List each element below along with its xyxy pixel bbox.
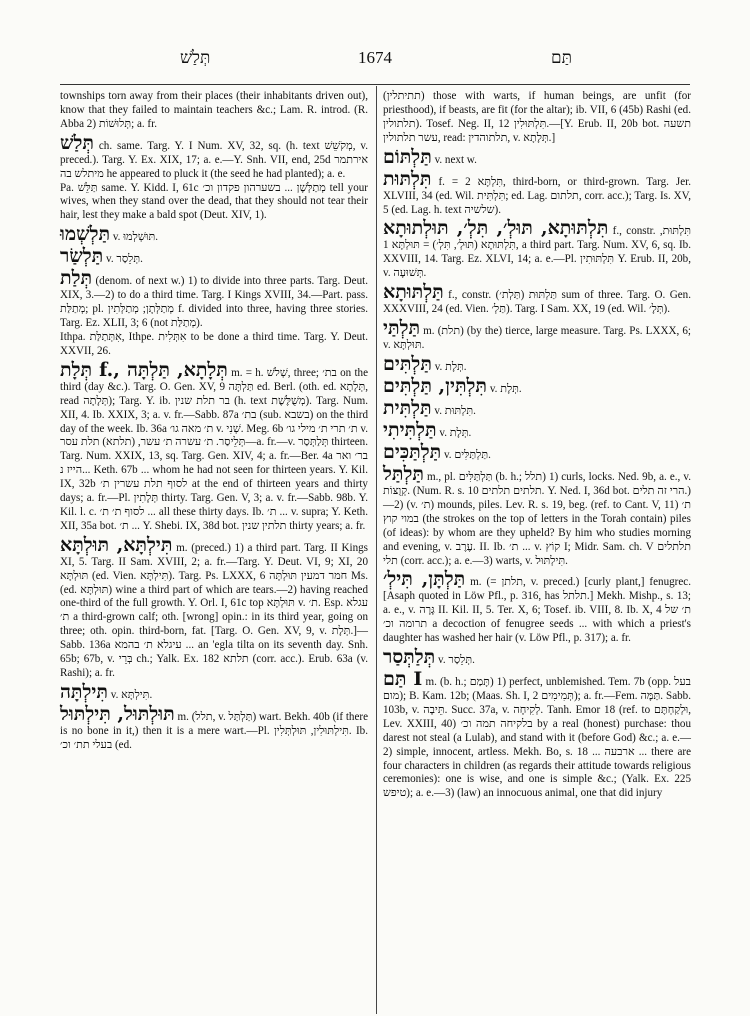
entry: תַּלְתּוּתָא f., constr. תַּלְתּוּת (תַּלְת׳) sum of three. Targ. O. Gen. XXXVIII, 24 (ed. Vien. תַּלְ׳). Targ. I Sam. XX, 19 (ed. Wil. תְּלָ׳).	[383, 281, 691, 316]
headword: תִּילְתָּא, תּוּלְתָּא	[60, 533, 173, 556]
entry: תְּלַת (denom. of next w.) 1) to divide into three parts. Targ. Deut. XIX, 3.—2) to do a third time. Targ. I Kings XVIII, 34.—Part. pass. מְתַלַּת; pl. מְתַלְּתָן; מְתַלְּתִין f. divided into three, having three stories. Targ. Ez. XLII, 3; 6 (not מְתַלַּת).	[60, 267, 369, 330]
entry: תַּלְתִּית v. תִּלְתּוּת.	[383, 396, 476, 419]
headword: תַּלְתּוֹם	[383, 145, 432, 168]
headword: תְּלָת f., תְּלָתָא, תַּלְתָּה	[60, 358, 228, 381]
entry-subsense: Pa. תַּלֵּשׁ same. Y. Kidd. I, 61c מְתַלְּשָׁן ... בשערהון פקדון וכ׳ tell your wives, when they stand over the dead, that they should not tear their hair, lest they make a bald spot (Deut. XIV, 1).	[60, 181, 368, 222]
entry: תַּלְשַׂר v. תְּלֵסַר.	[60, 245, 143, 268]
entry-continuation: (תתיתלין) those with warts, if human beings, are unfit (for priesthood), if beasts, are fit (for the altar); ib. VII, 6 (45b) Rashi (ed. תלתולין). Tosef. Neg. II, 12 תִּלְתּוּלִין.—[Y. Erub. II, 20b bot. תשעה עשר תלתולין, read: תלתוהדין, v. תְּלָתָא.]	[383, 90, 691, 144]
headword: תּוּלְתּוּל, תִּילְתּוּל	[60, 702, 175, 725]
headword: תִּלְתִּין, תַּלְתִּים	[383, 374, 488, 397]
headword: תְּלַתְּסַר	[383, 646, 436, 669]
headword: תַּם I	[383, 668, 423, 691]
entry: תַּלְתַּכִּים v. תַּלְתַּלִּים.	[383, 440, 491, 463]
column-divider	[376, 86, 377, 1014]
entry: תַּלְתַּל m., pl. תַּלְתַּלִּים (b. h.; תלל) 1) curls, locks. Ned. 9b, a. e., v. קְוֻצּוֹת. (Num. R. s. 10 תלתים תלתים. Y. Ned. I, 36d bot. הרי זה תלים.)—2) (v. ת׳) mounds, piles. Lev. R. s. 19, beg. (ref. to Cant. V, 11) ת׳ במוי קוץ (the strokes on the top of letters in the Torah contain) piles (of ideas): by whom are they upheld? By him who studies morning and evening, v. עֶרֶב. II. Ib. ת׳ ... v. קוֹץ I; Midr. Sam. ch. V תלתלים תלי (corr. acc.); a. e.—3) warts, v. תִּילְתּוּל.	[383, 462, 692, 567]
headword: תַּלְתַּל	[383, 462, 424, 485]
entry: תִּילְתָּא, תּוּלְתָּא m. (preced.) 1) a third part. Targ. II Kings XI, 5. Targ. II Sam. XVIII, 2; a. fr.—Targ. Y. Deut. VI, 9; XI, 20 תּוּלְתָּא (ed. Vien. תִּילְתָּא). Targ. Ps. LXXX, 6 חמר דמעין תּוּלְתָּה Ms. (ed. תּוּלְתָּא) wine a third part of which are tears.—2) having reached one-third of the full growth. Y. Orl. I, 61c top תּוּלְתָּא v. ת׳. Esp. עגלא ת׳ a third-grown calf; oth. [wrong] opin.: in its third year, going on three; oth. opin. third-born, fat. [Targ. O. Gen. XV, 9, v. תְּלָת.]—Sabb. 136a עיגלא ת׳ בהמא ... an 'egla tilta on its seventh day. Snh. 65b; 67b, v. בְּרֵי ch.; Yalk. Ex. 182 תלתא (corr. acc.). Erub. 63a (v. Rashi); a. fr.	[60, 533, 369, 679]
entry: תַּלְתַּי m. (תלת) (by the) tierce, large measure. Targ. Ps. LXXX, 6; v. תּוּלְתָּא.	[383, 317, 692, 352]
headword: תַּלְשְׁמוּ	[60, 223, 111, 246]
headword: תַּלְתִּים	[383, 352, 432, 375]
headword: תְּלַשׁ	[60, 131, 94, 154]
entry: תְּלַתְּסַר v. תְּלֵסַר.	[383, 646, 475, 669]
entry: תַּלְתִּים v. תְּלָת.	[383, 352, 467, 375]
entry: תִּלְתּוּתָא, תּוּלְ׳, תִּלְ׳, תּוּלְתוּתָא f., constr. תִּלְתּוּת, תִּלְתּוּתָא (תּוּלְ׳, תִּלְ׳) = תּוּלְתָּא 1, a third part. Targ. Num. XV, 6, sq. Ib. XXVIII, 14. Targ. Ez. XLVI, 14; a. e.—Pl. תִּלְתּוּתִין Y. Erub. II, 20b, v. תְּשׁוּעָה.	[383, 217, 692, 280]
headword: תְּלַת	[60, 267, 93, 290]
entry: תַּם I m. (b. h.; תָּמַם) 1) perfect, unblemished. Tem. 7b (opp. בעל מום); B. Kam. 12b; (Maas. Sh. I, 2 תְּמִימִים); a. fr.—Fem. תַּמָּה. Sabb. 103b, v. תֵּיבָה. Succ. 37a, v. לְקִיחָה. Tanh. Emor 18 (ref. to וּלְקַחְתֶּם, Lev. XXIII, 40) בלקיחה תמה וכ׳ by a real (honest) purchase: thou darest not steal (a Lulab), and stand with it (before God) &c.; a. e.—2) simple, innocent, artless. Mekh. Bo, s. 18 ... ארבעה ... there are four characters in children (as regards their attitude towards religious ceremonies): one is wise, and one is simple &c.; (Yalk. Ex. 225 טיפש); a. e.—3) (law) an innocuous animal, one that did injury	[383, 668, 692, 800]
right-column	[383, 90, 691, 801]
entry: תִּילְתָּה v. תִּילְתָּא.	[60, 680, 153, 703]
entry: תִּלְתִּין, תַּלְתִּים v. תְּלָת.	[383, 374, 522, 397]
entry: תּוּלְתּוּל, תִּילְתּוּל m. (תלל, v. תַּלְתַּל) wart. Bekh. 40b (if there is no bone in it,) then it is a mere wart.—Pl. תִּילְתּוּלִין, תּוּלְתְּלִין. Ib. בעלי תת׳ וכ׳ (ed.	[60, 702, 369, 751]
entry-subsense: Ithpa. אִתְּתַלַּת, Ithpe. אִתְּלִית to be done a third time. Targ. Y. Deut. XXVII, 26.	[60, 330, 369, 357]
header-rule	[60, 84, 690, 85]
headword: תִּילְתָּה	[60, 680, 108, 703]
headword: תַּלְתִּית	[383, 396, 432, 419]
entry: תַּלְתָּן, תִּילְ׳ m. (= תלתן, v. preced.) [curly plant,] fenugrec. [Asaph quoted in Löw Pfl., p. 316, has תלתל.] Mekh. Mishp., s. 13; a. e., v. גָּרָה II. Kil. II, 5. Ter. X, 6; Tosef. ib. VIII, 8. Ib. X, 4 ת׳ של תרומה וכ׳ a decoction of fenugree seeds ... with which a priest's daughter has washed her hair (v. Löw Pfl., p. 317); a. fr.	[383, 568, 692, 645]
entry: תַּלְשְׁמוּ v. תּוּשְׁלְמוּ.	[60, 223, 159, 246]
right-guide-word: תַּם	[551, 48, 572, 68]
headword: תַּלְתַּכִּים	[383, 440, 442, 463]
headword: תַּלְתּוּתָא	[383, 281, 444, 304]
left-guide-word: תְּלַשׁ	[180, 48, 211, 68]
page-number: 1674	[358, 48, 392, 67]
left-column	[60, 90, 368, 753]
entry: תַּלְתִּיתִי v. תְּלָת.	[383, 418, 472, 441]
entry: תִּלְתּוּת f. = תִּלְתָּא 2, third-born, or third-grown. Targ. Jer. XLVIII, 34 (ed. Wil. תִּלְתִּית; ed. Lag. תלתום, corr. acc.); Targ. Is. XV, 5 (ed. Lag. h. text שלשיה).	[383, 167, 691, 216]
entry: תְּלָת f., תְּלָתָא, תַּלְתָּה m. = h. שְׁלֹשׁ, three; בת׳ on the third (day &c.). Targ. O. Gen. XV, 9 תַּלְתָּה ed. Berl. (oth. ed. תְּלָתָא, read תְּלָתָה); Targ. Y. ib. בר תלת שנין (h. text מְשֻׁלֶּשֶׁת). Targ. Num. XII, 4. Ib. XXIX, 3; a. v. fr.—Sabb. 87a בת׳ (sub. בשבא) on the third day of the week. Ib. 36a ת׳ מאה גו׳ v. שְׁנִי. Meg. 6b ת׳ תרי ת׳ מילי גו׳ v. תְּלֵיסַר. ת׳ עשרה ת׳ עשר, (תלתא) תלת עסר—a. fr.—v. תְּלַתְּסַר thirteen. Targ. Num. XXIX, 13, sq. Targ. Gen. XIV, 4; a. fr.—Ber. 4a בר׳ ואר הייז נ... Keth. 67b ... whom he had not seen for thirteen years. Y. Kil. IX, 32b לסוף תלת עשרין ת׳ at the end of thirteen years and thirty days; a. fr.—Pl. תְּלָתִין thirty. Targ. Gen. V, 3; a. v. fr.—Sabb. 98b. Y. Kil. l. c. לסוף ת׳ ת׳ ... all these thirty days. Ib. ת׳ ... v. supra; Y. Keth. XII, 35a bot. ת׳ ... Y. Shebi. IX, 38d bot. תלתין שנין thirty years; a. fr.	[60, 358, 369, 532]
headword: תַּלְתָּן, תִּילְ׳	[383, 568, 466, 591]
running-header	[60, 48, 690, 72]
headword: תִּלְתּוּתָא, תּוּלְ׳, תִּלְ׳, תּוּלְתוּתָא	[383, 217, 609, 240]
headword: תַּלְשַׂר	[60, 245, 104, 268]
entry: תַּלְתּוֹם v. next w.	[383, 145, 477, 168]
headword: תַּלְתַּי	[383, 317, 421, 340]
headword: תִּלְתּוּת	[383, 167, 432, 190]
entry: תְּלַשׁ ch. same. Targ. Y. I Num. XV, 32, sq. (h. text מְקֹשֵׁשׁ, v. preced.). Targ. Y. Ex. XIX, 17; a. e.—Y. Snh. VII, end, 25d אירתמר מיתלש בה he appeared to pluck it (the seed he had planted); a. e.	[60, 131, 368, 180]
headword: תַּלְתִּיתִי	[383, 418, 437, 441]
entry-continuation: townships torn away from their places (their inhabitants driven out), know that they failed to maintain teachers &c.; Lam. R. introd. (R. Abba 2) תְּלוּשׁוֹת; a. fr.	[60, 90, 368, 130]
